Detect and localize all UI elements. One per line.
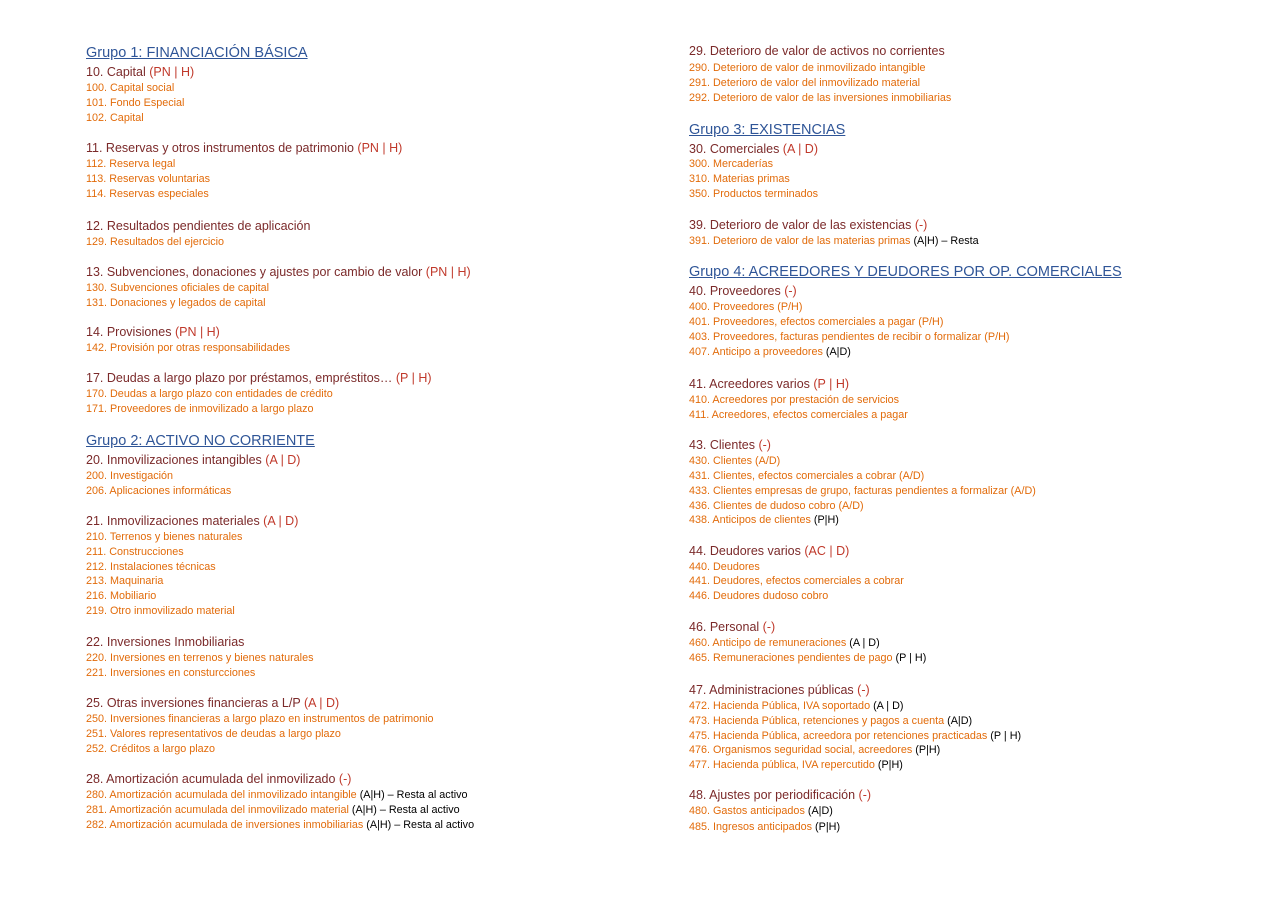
- account-213: 213. Maquinaria: [86, 575, 164, 587]
- account-475: 475. Hacienda Pública, acreedora por retenciones practicadas (P | H): [689, 730, 1022, 742]
- account-472: 472. Hacienda Pública, IVA soportado (A | D): [689, 700, 904, 712]
- account-heading-20: 20. Inmovilizaciones intangibles (A | D): [86, 453, 301, 467]
- account-431: 431. Clientes, efectos comerciales a cobrar (A/D): [689, 470, 925, 482]
- account-heading-43: 43. Clientes (-): [689, 438, 771, 452]
- account-heading-29: 29. Deterioro de valor de activos no corrientes: [689, 44, 945, 58]
- account-100: 100. Capital social: [86, 82, 175, 94]
- account-433: 433. Clientes empresas de grupo, facturas pendientes a formalizar (A/D): [689, 485, 1036, 497]
- account-476: 476. Organismos seguridad social, acreedores (P|H): [689, 744, 941, 756]
- account-112: 112. Reserva legal: [86, 158, 176, 170]
- account-113: 113. Reservas voluntarias: [86, 173, 211, 185]
- account-heading-17: 17. Deudas a largo plazo por préstamos, empréstitos… (P | H): [86, 371, 432, 385]
- account-310: 310. Materias primas: [689, 173, 790, 185]
- account-heading-44: 44. Deudores varios (AC | D): [689, 544, 850, 558]
- account-210: 210. Terrenos y bienes naturales: [86, 531, 243, 543]
- account-292: 292. Deterioro de valor de las inversiones inmobiliarias: [689, 92, 952, 104]
- account-170: 170. Deudas a largo plazo con entidades de crédito: [86, 388, 333, 400]
- account-130: 130. Subvenciones oficiales de capital: [86, 282, 270, 294]
- account-heading-48: 48. Ajustes por periodificación (-): [689, 788, 872, 802]
- account-291: 291. Deterioro de valor del inmovilizado material: [689, 77, 921, 89]
- account-heading-22: 22. Inversiones Inmobiliarias: [86, 635, 245, 649]
- account-440: 440. Deudores: [689, 561, 760, 573]
- account-heading-14: 14. Provisiones (PN | H): [86, 325, 220, 339]
- account-410: 410. Acreedores por prestación de servicios: [689, 394, 900, 406]
- account-206: 206. Aplicaciones informáticas: [86, 485, 232, 497]
- account-heading-11: 11. Reservas y otros instrumentos de patrimonio (PN | H): [86, 141, 403, 155]
- group-2-title: Grupo 2: ACTIVO NO CORRIENTE: [86, 433, 315, 449]
- account-480: 480. Gastos anticipados (A|D): [689, 805, 833, 817]
- account-400: 400. Proveedores (P/H): [689, 301, 803, 313]
- account-220: 220. Inversiones en terrenos y bienes naturales: [86, 652, 314, 664]
- account-460: 460. Anticipo de remuneraciones (A | D): [689, 637, 880, 649]
- account-heading-25: 25. Otras inversiones financieras a L/P (A | D): [86, 696, 340, 710]
- account-350: 350. Productos terminados: [689, 188, 819, 200]
- account-200: 200. Investigación: [86, 470, 174, 482]
- account-heading-21: 21. Inmovilizaciones materiales (A | D): [86, 514, 299, 528]
- account-282: 282. Amortización acumulada de inversiones inmobiliarias (A|H) – Resta al activo: [86, 819, 475, 831]
- group-3-title: Grupo 3: EXISTENCIAS: [689, 122, 846, 138]
- account-465: 465. Remuneraciones pendientes de pago (P | H): [689, 652, 927, 664]
- account-219: 219. Otro inmovilizado material: [86, 605, 235, 617]
- account-438: 438. Anticipos de clientes (P|H): [689, 514, 839, 526]
- account-heading-47: 47. Administraciones públicas (-): [689, 683, 870, 697]
- account-142: 142. Provisión por otras responsabilidades: [86, 342, 291, 354]
- account-171: 171. Proveedores de inmovilizado a largo plazo: [86, 403, 314, 415]
- account-300: 300. Mercaderías: [689, 158, 774, 170]
- account-heading-10: 10. Capital (PN | H): [86, 65, 195, 79]
- account-485: 485. Ingresos anticipados (P|H): [689, 821, 841, 833]
- account-441: 441. Deudores, efectos comerciales a cobrar: [689, 575, 904, 587]
- account-411: 411. Acreedores, efectos comerciales a pagar: [689, 409, 908, 421]
- account-473: 473. Hacienda Pública, retenciones y pagos a cuenta (A|D): [689, 715, 973, 727]
- account-101: 101. Fondo Especial: [86, 97, 185, 109]
- account-403: 403. Proveedores, facturas pendientes de recibir o formalizar (P/H): [689, 331, 1010, 343]
- account-391: 391. Deterioro de valor de las materias primas (A|H) – Resta: [689, 235, 979, 247]
- account-102: 102. Capital: [86, 112, 144, 124]
- group-1-title: Grupo 1: FINANCIACIÓN BÁSICA: [86, 45, 308, 61]
- account-114: 114. Reservas especiales: [86, 188, 209, 200]
- account-heading-41: 41. Acreedores varios (P | H): [689, 377, 850, 391]
- account-131: 131. Donaciones y legados de capital: [86, 297, 266, 309]
- account-heading-12: 12. Resultados pendientes de aplicación: [86, 219, 311, 233]
- account-280: 280. Amortización acumulada del inmovilizado intangible (A|H) – Resta al activo: [86, 789, 468, 801]
- account-477: 477. Hacienda pública, IVA repercutido (P|H): [689, 759, 903, 771]
- account-252: 252. Créditos a largo plazo: [86, 743, 216, 755]
- group-4-title: Grupo 4: ACREEDORES Y DEUDORES POR OP. COMERCIALES: [689, 264, 1122, 280]
- account-216: 216. Mobiliario: [86, 590, 157, 602]
- account-heading-28: 28. Amortización acumulada del inmovilizado (-): [86, 772, 352, 786]
- account-heading-40: 40. Proveedores (-): [689, 284, 797, 298]
- account-436: 436. Clientes de dudoso cobro (A/D): [689, 500, 864, 512]
- account-heading-46: 46. Personal (-): [689, 620, 776, 634]
- account-221: 221. Inversiones en consturcciones: [86, 667, 256, 679]
- account-211: 211. Construcciones: [86, 546, 184, 558]
- account-heading-30: 30. Comerciales (A | D): [689, 142, 818, 156]
- account-281: 281. Amortización acumulada del inmovilizado material (A|H) – Resta al activo: [86, 804, 460, 816]
- account-290: 290. Deterioro de valor de inmovilizado intangible: [689, 62, 926, 74]
- account-212: 212. Instalaciones técnicas: [86, 561, 216, 573]
- account-430: 430. Clientes (A/D): [689, 455, 781, 467]
- account-heading-39: 39. Deterioro de valor de las existencias (-): [689, 218, 928, 232]
- account-251: 251. Valores representativos de deudas a largo plazo: [86, 728, 341, 740]
- account-250: 250. Inversiones financieras a largo plazo en instrumentos de patrimonio: [86, 713, 434, 725]
- account-129: 129. Resultados del ejercicio: [86, 236, 225, 248]
- account-heading-13: 13. Subvenciones, donaciones y ajustes por cambio de valor (PN | H): [86, 265, 471, 279]
- account-407: 407. Anticipo a proveedores (A|D): [689, 346, 851, 358]
- account-401: 401. Proveedores, efectos comerciales a pagar (P/H): [689, 316, 944, 328]
- account-446: 446. Deudores dudoso cobro: [689, 590, 829, 602]
